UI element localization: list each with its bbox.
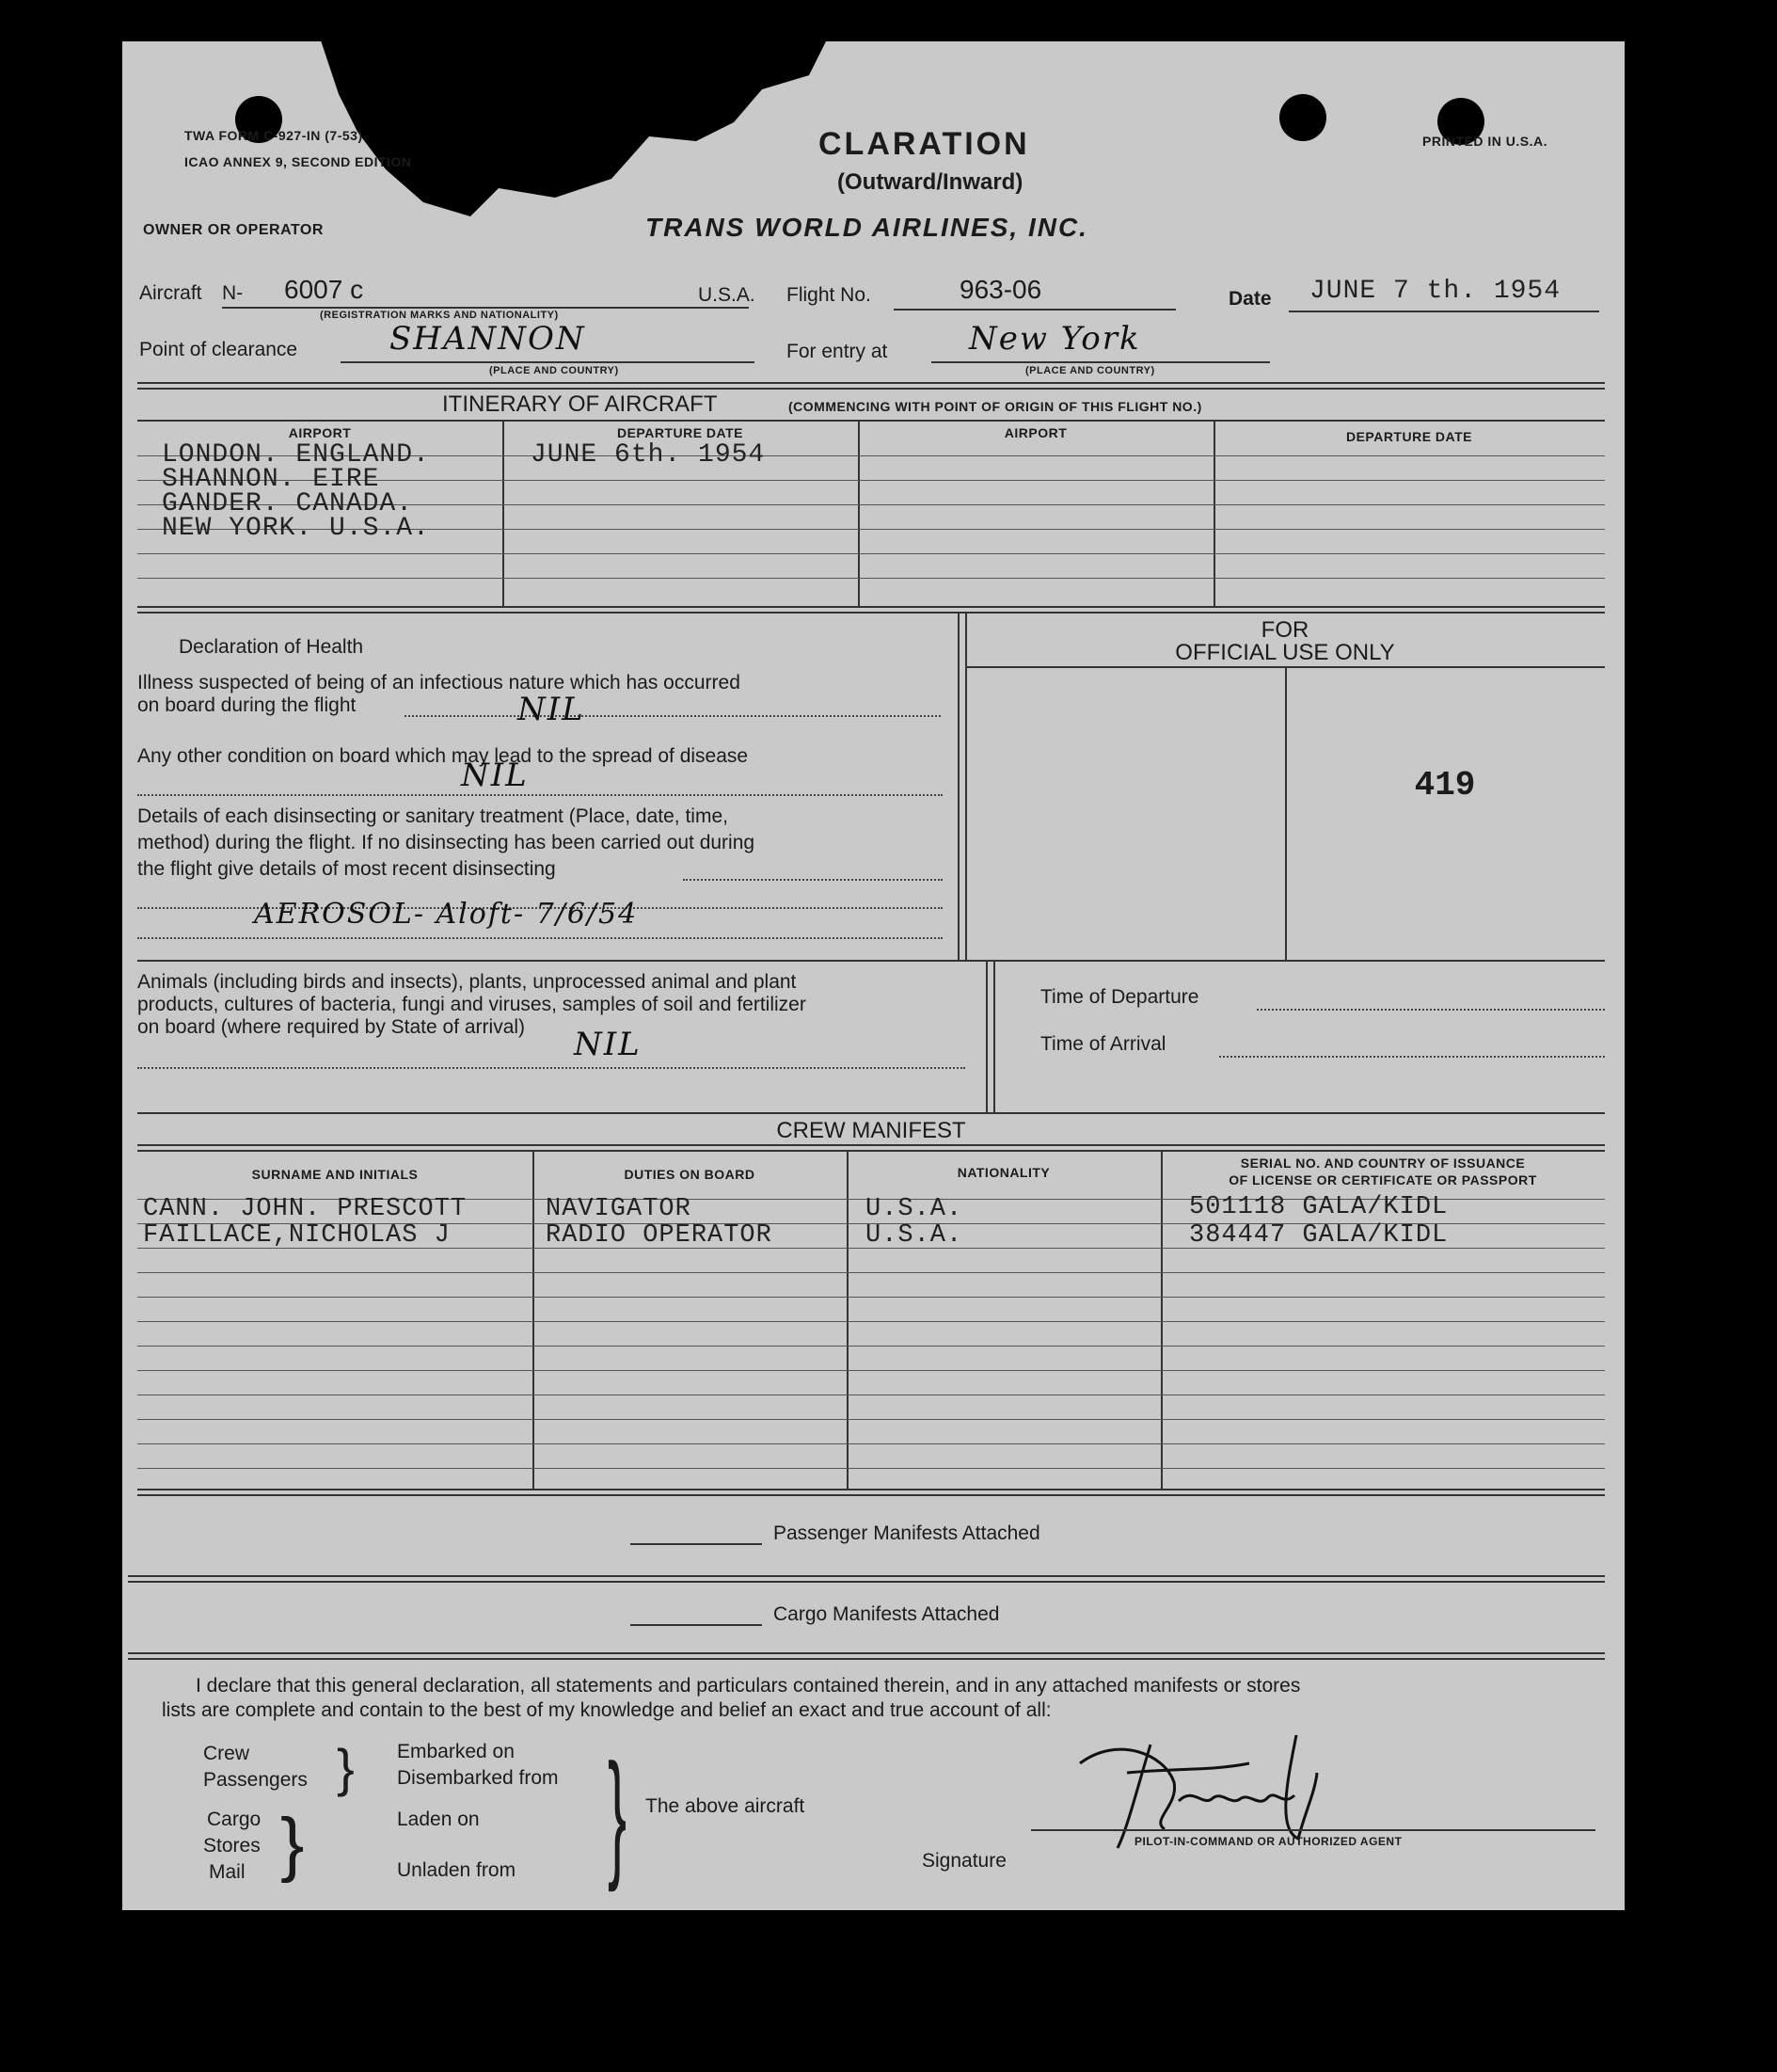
- decl-passengers: Passengers: [203, 1769, 308, 1791]
- official-use-only: OFFICIAL USE ONLY: [1175, 640, 1395, 665]
- health-q3-cont: method) during the flight. If no disinsecting has been carried out during: [137, 832, 755, 853]
- decl-disembarked: Disembarked from: [397, 1767, 559, 1789]
- entry-label: For entry at: [786, 341, 888, 362]
- passenger-manifests: Passenger Manifests Attached: [773, 1522, 1040, 1544]
- crew-serial: 384447 GALA/KIDL: [1189, 1221, 1449, 1250]
- decl-crew: Crew: [203, 1743, 250, 1764]
- itin-airport-header: AIRPORT: [288, 425, 352, 440]
- decl-cargo: Cargo: [207, 1809, 262, 1830]
- arrival-time-label: Time of Arrival: [1040, 1033, 1166, 1055]
- decl-mail: Mail: [209, 1861, 246, 1883]
- flight-date: JUNE 7 th. 1954: [1309, 277, 1562, 306]
- registration-caption: (REGISTRATION MARKS AND NATIONALITY): [320, 310, 559, 321]
- itin-airport: NEW YORK. U.S.A.: [162, 514, 430, 543]
- declaration-text: lists are complete and contain to the best of my knowledge and belief an exact and true account of all:: [162, 1699, 1052, 1721]
- crew-serial-header: SERIAL NO. AND COUNTRY OF ISSUANCE: [1240, 1156, 1526, 1171]
- decl-unladen: Unladen from: [397, 1859, 516, 1881]
- printed-note: PRINTED IN U.S.A.: [1422, 134, 1547, 149]
- crew-title: CREW MANIFEST: [776, 1118, 966, 1143]
- aircraft-label: Aircraft: [139, 282, 202, 304]
- itin-airport: LONDON. ENGLAND.: [162, 440, 430, 470]
- crew-serial: 501118 GALA/KIDL: [1189, 1193, 1449, 1221]
- brace: }: [337, 1738, 355, 1797]
- health-q1-cont: on board during the flight: [137, 694, 357, 716]
- crew-duty: NAVIGATOR: [546, 1195, 691, 1223]
- decl-embarked: Embarked on: [397, 1741, 515, 1762]
- aircraft-prefix: N-: [222, 282, 244, 304]
- signature-label: Signature: [922, 1850, 1007, 1872]
- decl-above-aircraft: The above aircraft: [645, 1795, 805, 1817]
- animals-answer: NIL: [574, 1026, 642, 1063]
- itin-airport: SHANNON. EIRE: [162, 465, 380, 494]
- crew-nationality: U.S.A.: [865, 1195, 963, 1223]
- flight-label: Flight No.: [786, 284, 871, 306]
- health-a1: NIL: [517, 691, 585, 728]
- crew-name: FAILLACE,NICHOLAS J: [143, 1221, 451, 1250]
- health-q2: Any other condition on board which may lead to the spread of disease: [137, 745, 749, 767]
- crew-name: CANN. JOHN. PRESCOTT: [143, 1195, 468, 1223]
- form-sheet: [122, 41, 1625, 1910]
- form-title: CLARATION: [818, 126, 1030, 162]
- decl-laden: Laden on: [397, 1809, 480, 1830]
- clearance-value: SHANNON: [389, 320, 586, 358]
- crew-nationality-header: NATIONALITY: [957, 1165, 1051, 1180]
- punch-hole: [1279, 94, 1326, 141]
- animals-text: Animals (including birds and insects), plants, unprocessed animal and plant: [137, 971, 797, 993]
- health-q3-cont: the flight give details of most recent disinsecting: [137, 858, 556, 880]
- date-label: Date: [1229, 288, 1272, 310]
- itin-date: JUNE 6th. 1954: [531, 440, 766, 470]
- health-a2: NIL: [461, 757, 529, 794]
- entry-value: New York: [969, 320, 1141, 358]
- health-q1: Illness suspected of being of an infectious nature which has occurred: [137, 672, 740, 693]
- crew-serial-header: OF LICENSE OR CERTIFICATE OR PASSPORT: [1229, 1172, 1537, 1187]
- crew-duty-header: DUTIES ON BOARD: [624, 1167, 755, 1182]
- airline-name: TRANS WORLD AIRLINES, INC.: [645, 213, 1088, 242]
- aircraft-registration: 6007 c: [284, 275, 364, 304]
- official-number: 419: [1414, 766, 1476, 805]
- signature-caption: PILOT-IN-COMMAND OR AUTHORIZED AGENT: [1134, 1835, 1403, 1848]
- brace: }: [280, 1804, 305, 1884]
- itin-airport-header: AIRPORT: [1004, 425, 1068, 440]
- decl-stores: Stores: [203, 1835, 261, 1857]
- form-number: TWA FORM C-927-IN (7-53): [184, 128, 363, 143]
- itin-airport: GANDER. CANADA.: [162, 489, 414, 518]
- crew-nationality: U.S.A.: [865, 1221, 963, 1250]
- nationality: U.S.A.: [698, 284, 755, 306]
- clearance-label: Point of clearance: [139, 339, 298, 360]
- flight-number: 963-06: [960, 275, 1042, 304]
- place-caption: (PLACE AND COUNTRY): [489, 365, 619, 376]
- health-title: Declaration of Health: [179, 636, 364, 658]
- itin-date-header: DEPARTURE DATE: [1345, 429, 1473, 444]
- animals-text: products, cultures of bacteria, fungi and viruses, samples of soil and fertilizer: [137, 994, 806, 1015]
- itinerary-title: ITINERARY OF AIRCRAFT: [442, 391, 718, 417]
- form-subtitle: (Outward/Inward): [837, 169, 1023, 195]
- icao-note: ICAO ANNEX 9, SECOND EDITION: [184, 154, 412, 169]
- official-for: FOR: [1261, 617, 1309, 643]
- crew-name-header: SURNAME AND INITIALS: [251, 1167, 419, 1182]
- brace: }: [608, 1734, 627, 1892]
- torn-corner: [320, 38, 828, 226]
- health-a3: AEROSOL- Aloft- 7/6/54: [254, 898, 639, 931]
- departure-time-label: Time of Departure: [1040, 986, 1199, 1008]
- cargo-manifests: Cargo Manifests Attached: [773, 1603, 1000, 1625]
- crew-duty: RADIO OPERATOR: [546, 1221, 772, 1250]
- owner-operator-label: OWNER OR OPERATOR: [143, 222, 324, 238]
- itinerary-note: (COMMENCING WITH POINT OF ORIGIN OF THIS FLIGHT NO.): [788, 399, 1202, 414]
- place-caption: (PLACE AND COUNTRY): [1025, 365, 1155, 376]
- health-q3: Details of each disinsecting or sanitary treatment (Place, date, time,: [137, 805, 728, 827]
- animals-text: on board (where required by State of arrival): [137, 1016, 526, 1038]
- itin-date-header: DEPARTURE DATE: [616, 425, 744, 440]
- pilot-signature: [1061, 1716, 1362, 1876]
- declaration-text: I declare that this general declaration, all statements and particulars contained therein, and in any attached manifests or stores: [196, 1675, 1301, 1697]
